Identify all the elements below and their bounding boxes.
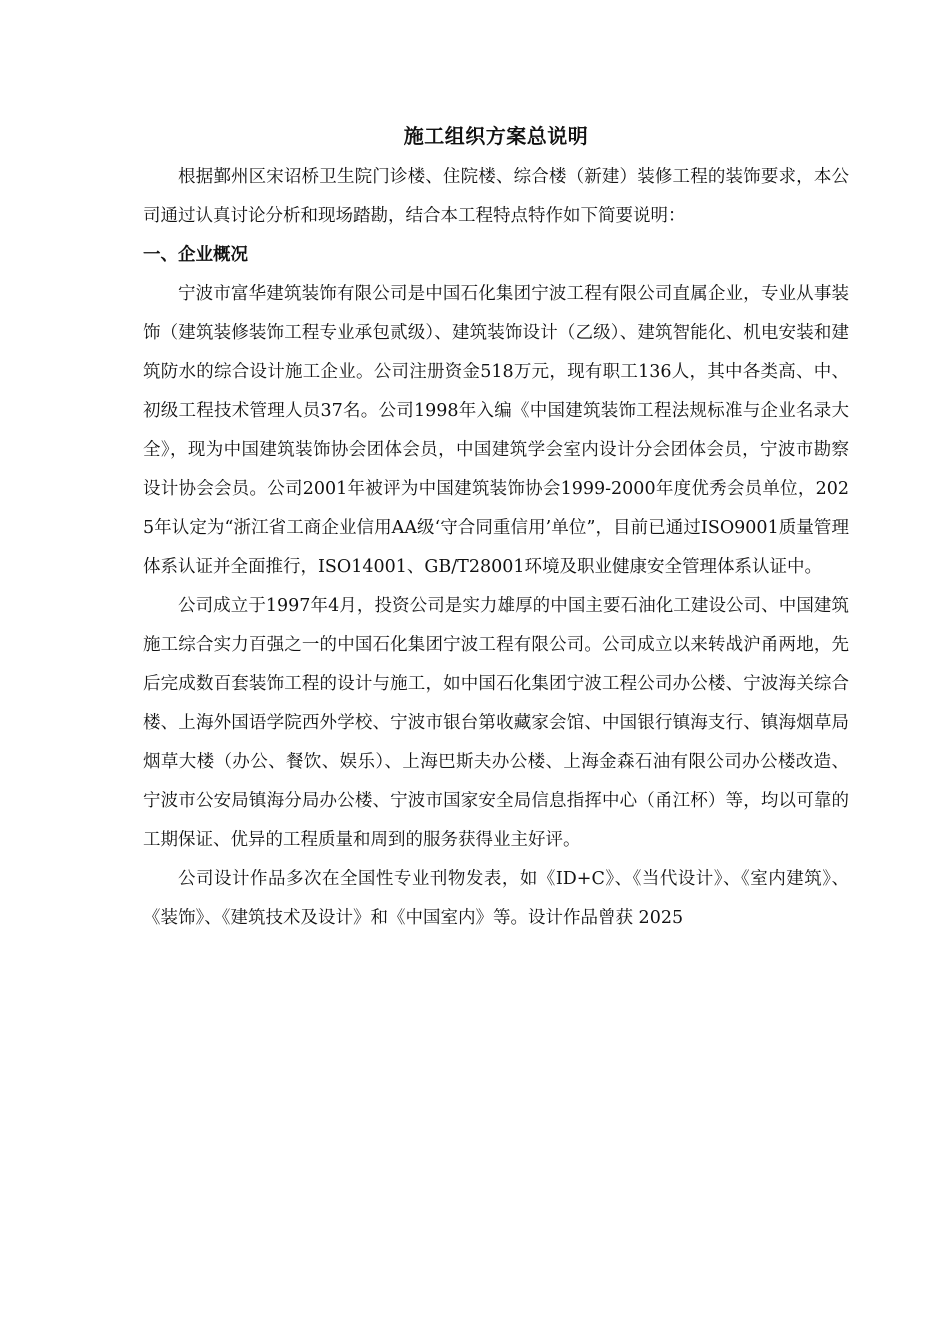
design-works-paragraph: 公司设计作品多次在全国性专业刊物发表，如《ID+C》、《当代设计》、《室内建筑》、《装饰》、《建筑技术及设计》和《中国室内》等。设计作品曾获 2025 [143, 869, 849, 928]
section-heading-company-overview: 一、企业概况 [143, 245, 248, 265]
company-history-paragraph: 公司成立于1997年4月，投资公司是实力雄厚的中国主要石油化工建设公司、中国建筑施工综合实力百强之一的中国石化集团宁波工程有限公司。公司成立以来转战沪甬两地，先后完成数百套装饰工程的设计与施工，如中国石化集团宁波工程公司办公楼、宁波海关综合楼、上海外国语学院西外学校、宁波市银台第收藏家会馆、中国银行镇海支行、镇海烟草局烟草大楼（办公、餐饮、娱乐）、上海巴斯夫办公楼、上海金森石油有限公司办公楼改造、宁波市公安局镇海分局办公楼、宁波市国家安全局信息指挥中心（甬江杯）等，均以可靠的工期保证、优异的工程质量和周到的服务获得业主好评。 [143, 596, 849, 850]
document-title: 施工组织方案总说明 [403, 124, 589, 148]
document-body [143, 118, 849, 938]
company-profile-paragraph: 宁波市富华建筑装饰有限公司是中国石化集团宁波工程有限公司直属企业，专业从事装饰（建筑装修装饰工程专业承包贰级）、建筑装饰设计（乙级）、建筑智能化、机电安装和建筑防水的综合设计施工企业。公司注册资金518万元，现有职工136人，其中各类高、中、初级工程技术管理人员37名。公司1998年入编《中国建筑装饰工程法规标准与企业名录大全》，现为中国建筑装饰协会团体会员，中国建筑学会室内设计分会团体会员，宁波市勘察设计协会会员。公司2001年被评为中国建筑装饰协会1999-2000年度优秀会员单位，2025年认定为“浙江省工商企业信用AA级‘守合同重信用’单位”，目前已通过ISO9001质量管理体系认证并全面推行，ISO14001、GB/T28001环境及职业健康安全管理体系认证中。 [143, 284, 849, 577]
intro-paragraph: 根据鄞州区宋诏桥卫生院门诊楼、住院楼、综合楼（新建）装修工程的装饰要求，本公司通过认真讨论分析和现场踏勘，结合本工程特点特作如下简要说明： [143, 167, 849, 226]
